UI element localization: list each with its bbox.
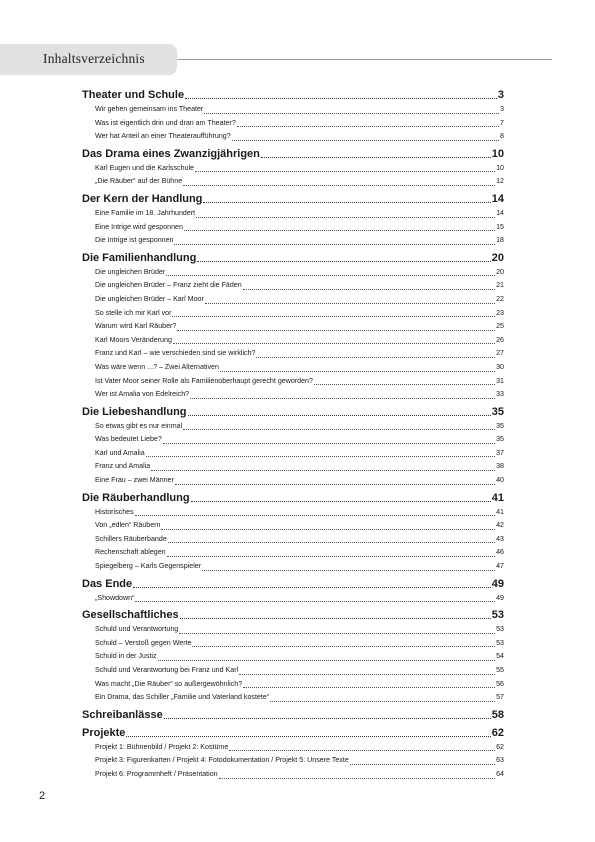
toc-entry[interactable] <box>82 460 504 474</box>
toc-entry-page: 25 <box>496 322 504 331</box>
toc-section <box>82 491 504 574</box>
dot-leader <box>166 275 495 276</box>
toc-entry-page: 63 <box>496 756 504 765</box>
toc-entry-page: 31 <box>496 376 504 385</box>
toc-entry-page: 49 <box>496 593 504 602</box>
dot-leader <box>239 674 495 675</box>
toc-entry[interactable] <box>82 637 504 651</box>
toc-entry-title: Eine Frau – zwei Männer <box>95 476 174 485</box>
toc-entry-title: Eine Intrige wird gesponnen <box>95 222 183 231</box>
toc-entry-page: 10 <box>496 163 504 172</box>
dot-leader <box>261 157 491 158</box>
dot-leader <box>158 660 496 661</box>
toc-entry-title: Was bedeutet Liebe? <box>95 435 162 444</box>
toc-chapter[interactable] <box>82 147 504 162</box>
toc-entry[interactable] <box>82 506 504 520</box>
dot-leader <box>167 556 496 557</box>
dot-leader <box>172 316 495 317</box>
toc-entry-title: Schuld und Verantwortung <box>95 625 179 634</box>
toc-entry-title: „Showdown“ <box>95 593 135 602</box>
toc-chapter-page: 53 <box>491 609 504 622</box>
toc-chapter-page: 58 <box>491 708 504 721</box>
dot-leader <box>135 601 495 602</box>
toc-entry-title: Wer hat Anteil an einer Theateraufführung? <box>95 132 231 141</box>
toc-entry-page: 62 <box>496 742 504 751</box>
toc-entry-title: „Die Räuber“ auf der Bühne <box>95 177 183 186</box>
toc-chapter[interactable] <box>82 708 504 723</box>
toc-entry[interactable] <box>82 293 504 307</box>
toc-entry-title: Die ungleichen Brüder – Franz zieht die Fäden <box>95 281 242 290</box>
toc-entry-page: 64 <box>496 769 504 778</box>
toc-entry-title: Rechenschaft ablegen <box>95 548 166 557</box>
toc-chapter-page: 3 <box>497 89 504 101</box>
toc-entry-title: Karl Eugen und die Karlsschule <box>95 163 194 172</box>
toc-entry-title: Franz und Karl – wie verschieden sind sie wirklich? <box>95 349 256 358</box>
toc-entry[interactable] <box>82 234 504 248</box>
toc-entry-title: Was ist eigentlich drin und dran am Theater? <box>95 118 236 127</box>
dot-leader <box>229 750 495 751</box>
toc-entry-title: Die ungleichen Brüder – Karl Moor <box>95 294 204 303</box>
toc-section <box>82 405 504 488</box>
toc-entry-page: 54 <box>496 652 504 661</box>
toc-section <box>82 708 504 723</box>
toc-entry[interactable] <box>82 103 504 117</box>
toc-chapter-title: Theater und Schule <box>82 89 185 101</box>
toc-entry-title: So etwas gibt es nur einmal <box>95 421 183 430</box>
toc-chapter-page: 10 <box>491 147 504 160</box>
toc-entry[interactable] <box>82 650 504 664</box>
toc-section <box>82 608 504 705</box>
toc-entry-title: Schuld in der Justiz <box>95 652 157 661</box>
dot-leader <box>168 542 495 543</box>
toc-entry-title: Wir gehen gemeinsam ins Theater <box>95 105 204 113</box>
dot-leader <box>173 343 495 344</box>
toc-entry-page: 30 <box>496 362 504 371</box>
toc-entry-page: 12 <box>496 177 504 186</box>
dot-leader <box>243 289 495 290</box>
toc-section <box>82 726 504 782</box>
toc-chapter[interactable] <box>82 251 504 266</box>
toc-section <box>82 251 504 402</box>
dot-leader <box>202 570 495 571</box>
toc-entry[interactable] <box>82 388 504 402</box>
toc-entry-title: So stelle ich mir Karl vor <box>95 308 172 317</box>
toc-entry[interactable] <box>82 334 504 348</box>
toc-entry-page: 35 <box>496 421 504 430</box>
toc-entry[interactable] <box>82 433 504 447</box>
toc-entry-title: Schillers Räuberbande <box>95 534 167 543</box>
toc-entry-title: Ein Drama, das Schiller „Familie und Vaterland kostete“ <box>95 693 270 702</box>
toc-section <box>82 147 504 189</box>
toc-entry-page: 47 <box>496 562 504 571</box>
toc-entry-title: Schuld – Verstoß gegen Werte <box>95 638 192 647</box>
toc-chapter-title: Projekte <box>82 726 126 739</box>
toc-entry-page: 33 <box>496 390 504 399</box>
toc-entry[interactable] <box>82 279 504 293</box>
toc-entry[interactable] <box>82 361 504 375</box>
toc-entry-page: 53 <box>496 625 504 634</box>
toc-chapter[interactable] <box>82 726 504 741</box>
dot-leader <box>232 140 499 141</box>
toc-entry-page: 35 <box>496 435 504 444</box>
dot-leader <box>183 185 495 186</box>
toc-entry-page: 3 <box>500 105 504 113</box>
dot-leader <box>350 764 495 765</box>
dot-leader <box>203 202 490 203</box>
dot-leader <box>204 113 499 114</box>
toc-entry-title: Was wäre wenn ...? – Zwei Alternativen <box>95 362 219 371</box>
toc-entry[interactable] <box>82 307 504 321</box>
toc-entry-title: Franz und Amalia <box>95 462 151 471</box>
dot-leader <box>197 261 490 262</box>
toc-entry-title: Projekt 1: Bühnenbild / Projekt 2: Kostüme <box>95 742 229 751</box>
toc-chapter-page: 14 <box>491 192 504 205</box>
table-of-contents <box>82 85 504 782</box>
header-rule <box>177 59 552 60</box>
page-number: 2 <box>39 790 46 802</box>
dot-leader <box>314 384 495 385</box>
toc-entry[interactable] <box>82 266 504 280</box>
dot-leader <box>175 484 495 485</box>
toc-chapter-title: Die Räuberhandlung <box>82 491 190 504</box>
toc-chapter[interactable] <box>82 88 504 103</box>
toc-entry-title: Warum wird Karl Räuber? <box>95 322 177 331</box>
dot-leader <box>126 736 490 737</box>
toc-entry-page: 57 <box>496 693 504 702</box>
toc-entry-page: 20 <box>496 267 504 276</box>
toc-chapter-title: Die Familienhandlung <box>82 251 197 264</box>
dot-leader <box>174 244 495 245</box>
toc-entry[interactable] <box>82 754 504 768</box>
toc-chapter-page: 41 <box>491 491 504 504</box>
toc-entry-page: 43 <box>496 534 504 543</box>
toc-chapter[interactable] <box>82 192 504 207</box>
dot-leader <box>220 371 495 372</box>
toc-entry-page: 56 <box>496 679 504 688</box>
dot-leader <box>161 529 495 530</box>
dot-leader <box>135 515 495 516</box>
toc-entry[interactable] <box>82 741 504 755</box>
toc-entry-page: 21 <box>496 281 504 290</box>
dot-leader <box>183 429 495 430</box>
toc-entry[interactable] <box>82 347 504 361</box>
toc-entry-title: Eine Familie im 18. Jahrhundert <box>95 208 196 217</box>
toc-entry[interactable] <box>82 447 504 461</box>
toc-chapter-page: 49 <box>491 577 504 590</box>
toc-entry[interactable] <box>82 623 504 637</box>
toc-entry-page: 42 <box>496 521 504 530</box>
toc-entry-title: Spiegelberg – Karls Gegenspieler <box>95 562 202 571</box>
toc-entry-page: 37 <box>496 448 504 457</box>
dot-leader <box>163 443 495 444</box>
toc-chapter-title: Der Kern der Handlung <box>82 192 203 205</box>
toc-entry[interactable] <box>82 768 504 782</box>
toc-chapter[interactable] <box>82 577 504 592</box>
dot-leader <box>192 646 495 647</box>
toc-entry-page: 15 <box>496 222 504 231</box>
toc-entry[interactable] <box>82 560 504 574</box>
toc-entry-page: 7 <box>500 118 504 127</box>
dot-leader <box>185 98 497 99</box>
toc-entry-title: Die Intrige ist gesponnen <box>95 236 174 245</box>
toc-entry[interactable] <box>82 162 504 176</box>
dot-leader <box>177 330 495 331</box>
toc-entry-title: Historisches <box>95 507 134 516</box>
toc-entry[interactable] <box>82 175 504 189</box>
toc-entry[interactable] <box>82 546 504 560</box>
toc-entry-title: Von „edlen“ Räubern <box>95 521 161 530</box>
toc-entry-title: Die ungleichen Brüder <box>95 267 166 276</box>
dot-leader <box>190 398 495 399</box>
toc-entry-title: Projekt 3: Figurenkarten / Projekt 4: Fotodokumentation / Projekt 5: Unsere Texte <box>95 756 349 765</box>
toc-entry[interactable] <box>82 221 504 235</box>
toc-entry-page: 8 <box>500 132 504 141</box>
dot-leader <box>151 470 495 471</box>
dot-leader <box>133 587 491 588</box>
toc-chapter-page: 20 <box>491 251 504 264</box>
toc-entry[interactable] <box>82 474 504 488</box>
toc-chapter-title: Gesellschaftliches <box>82 609 179 622</box>
toc-entry[interactable] <box>82 130 504 144</box>
toc-entry[interactable] <box>82 678 504 692</box>
toc-entry-page: 46 <box>496 548 504 557</box>
dot-leader <box>191 501 491 502</box>
dot-leader <box>164 718 491 719</box>
dot-leader <box>205 303 495 304</box>
dot-leader <box>243 687 495 688</box>
dot-leader <box>180 618 491 619</box>
dot-leader <box>237 126 499 127</box>
toc-chapter-page: 35 <box>491 405 504 418</box>
dot-leader <box>219 778 495 779</box>
toc-entry-title: Schuld und Verantwortung bei Franz und Karl <box>95 666 239 674</box>
toc-entry-title: Wer ist Amalia von Edelreich? <box>95 390 190 399</box>
toc-entry-page: 26 <box>496 335 504 344</box>
dot-leader <box>196 217 495 218</box>
toc-entry-title: Karl und Amalia <box>95 448 145 457</box>
toc-section <box>82 577 504 606</box>
toc-chapter[interactable] <box>82 405 504 420</box>
toc-chapter-title: Das Drama eines Zwanzigjährigen <box>82 147 260 160</box>
toc-chapter-title: Das Ende <box>82 577 133 590</box>
toc-section <box>82 192 504 248</box>
toc-entry[interactable] <box>82 320 504 334</box>
toc-section <box>82 88 504 144</box>
toc-entry[interactable] <box>82 207 504 221</box>
dot-leader <box>256 357 495 358</box>
toc-entry-page: 40 <box>496 476 504 485</box>
page-title: Inhaltsverzeichnis <box>43 51 145 66</box>
toc-entry-title: Projekt 6: Programmheft / Präsentation <box>95 769 218 778</box>
toc-entry[interactable] <box>82 664 504 678</box>
toc-entry-page: 38 <box>496 462 504 471</box>
toc-entry-page: 55 <box>496 666 504 674</box>
toc-entry-page: 41 <box>496 507 504 516</box>
dot-leader <box>179 633 495 634</box>
toc-entry[interactable] <box>82 117 504 131</box>
toc-entry-page: 27 <box>496 349 504 358</box>
toc-entry[interactable] <box>82 420 504 434</box>
toc-chapter[interactable] <box>82 608 504 623</box>
toc-chapter[interactable] <box>82 491 504 506</box>
toc-chapter-page: 62 <box>491 726 504 739</box>
toc-entry[interactable] <box>82 533 504 547</box>
toc-entry-page: 22 <box>496 294 504 303</box>
toc-entry-title: Ist Vater Moor seiner Rolle als Familienoberhaupt gerecht geworden? <box>95 376 313 385</box>
toc-entry-page: 18 <box>496 236 504 245</box>
toc-entry-page: 23 <box>496 308 504 317</box>
toc-entry-page: 53 <box>496 638 504 647</box>
dot-leader <box>270 701 495 702</box>
dot-leader <box>195 171 495 172</box>
dot-leader <box>184 230 495 231</box>
toc-entry[interactable] <box>82 519 504 533</box>
dot-leader <box>146 456 495 457</box>
toc-entry-page: 14 <box>496 208 504 217</box>
toc-entry[interactable] <box>82 592 504 606</box>
toc-entry-title: Was macht „Die Räuber“ so außergewöhnlich? <box>95 679 243 688</box>
toc-entry[interactable] <box>82 375 504 389</box>
toc-entry-title: Karl Moors Veränderung <box>95 335 172 344</box>
dot-leader <box>188 415 491 416</box>
toc-chapter-title: Schreibanlässe <box>82 708 163 721</box>
toc-entry[interactable] <box>82 691 504 705</box>
toc-chapter-title: Die Liebeshandlung <box>82 405 187 418</box>
